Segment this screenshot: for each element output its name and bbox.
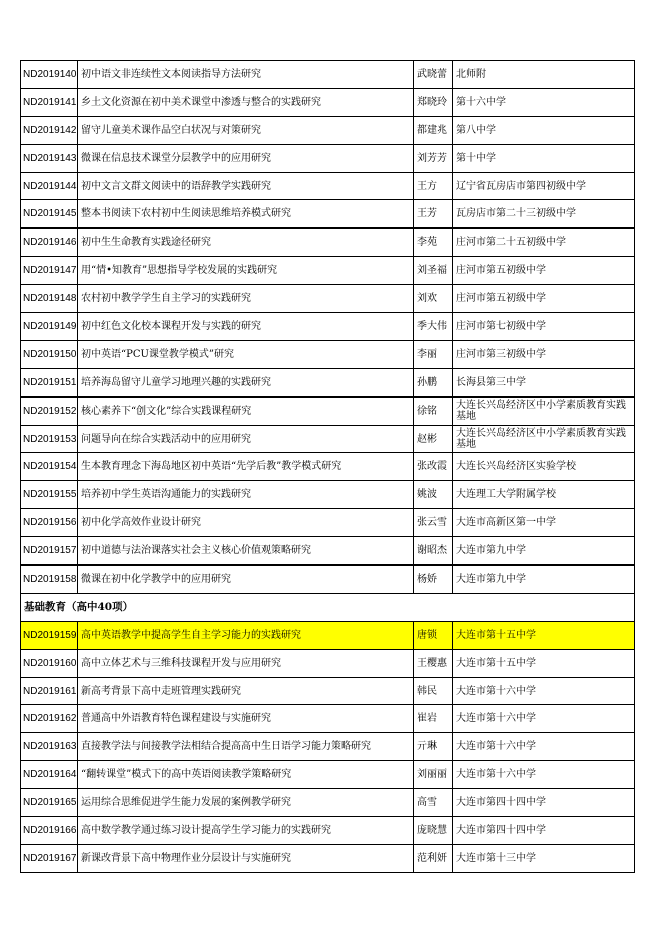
project-org-cell: 大连市第四十四中学: [453, 817, 635, 845]
table-row: [21, 705, 635, 733]
project-title-cell: 新高考背景下高中走班管理实践研究: [78, 677, 414, 705]
project-id-cell: ND2019141: [21, 88, 78, 116]
table-row: [21, 844, 635, 872]
project-org-cell: 大连市第十五中学: [453, 621, 635, 649]
project-title-cell: 微课在信息技术课堂分层教学中的应用研究: [78, 144, 414, 172]
project-id-cell: ND2019156: [21, 509, 78, 537]
project-leader-cell: 都建兆: [414, 116, 453, 144]
table-row: [21, 621, 635, 649]
project-org-cell: 大连市第四十四中学: [453, 789, 635, 817]
table-row: [21, 116, 635, 144]
project-id-cell: ND2019144: [21, 172, 78, 200]
project-title-cell: 留守儿童美术课作品空白状况与对策研究: [78, 116, 414, 144]
project-title-cell: 初中语文非连续性文本阅读指导方法研究: [78, 61, 414, 89]
project-leader-cell: 郑晓玲: [414, 88, 453, 116]
project-title-cell: 整本书阅读下农村初中生阅读思维培养模式研究: [78, 200, 414, 228]
table-row: [21, 200, 635, 228]
project-org-cell: 北师附: [453, 61, 635, 89]
project-org-cell: 大连市第十五中学: [453, 649, 635, 677]
project-leader-cell: 刘丽丽: [414, 761, 453, 789]
section-row-group: [21, 593, 635, 621]
project-org-cell: 大连市高新区第一中学: [453, 509, 635, 537]
project-leader-cell: 杨娇: [414, 565, 453, 593]
project-id-cell: ND2019150: [21, 340, 78, 368]
table-row: [21, 649, 635, 677]
section-title: 基础教育（高中40项）: [21, 593, 635, 621]
project-org-cell: 瓦房店市第二十三初级中学: [453, 200, 635, 228]
project-leader-cell: 刘芳芳: [414, 144, 453, 172]
project-org-cell: 庄河市第五初级中学: [453, 257, 635, 285]
table-row: [21, 789, 635, 817]
project-leader-cell: 刘圣福: [414, 257, 453, 285]
table-row: [21, 61, 635, 89]
project-org-cell: 庄河市第七初级中学: [453, 313, 635, 341]
project-title-cell: “翻转课堂”模式下的高中英语阅读教学策略研究: [78, 761, 414, 789]
table-row: [21, 537, 635, 565]
project-id-cell: ND2019149: [21, 313, 78, 341]
table-row: [21, 733, 635, 761]
project-id-cell: ND2019164: [21, 761, 78, 789]
project-title-cell: 初中道德与法治课落实社会主义核心价值观策略研究: [78, 537, 414, 565]
table-row: [21, 368, 635, 396]
project-org-cell: 第十中学: [453, 144, 635, 172]
table-row: [21, 565, 635, 593]
project-org-cell: 大连市第十三中学: [453, 844, 635, 872]
table-row: [21, 397, 635, 425]
project-title-cell: 乡土文化资源在初中美术课堂中渗透与整合的实践研究: [78, 88, 414, 116]
table-row: [21, 313, 635, 341]
project-org-cell: 长海县第三中学: [453, 368, 635, 396]
project-id-cell: ND2019166: [21, 817, 78, 845]
project-org-cell: 大连市第九中学: [453, 565, 635, 593]
table-row: [21, 88, 635, 116]
project-title-cell: 初中生生命教育实践途径研究: [78, 228, 414, 256]
project-title-cell: 培养海岛留守儿童学习地理兴趣的实践研究: [78, 368, 414, 396]
project-id-cell: ND2019147: [21, 257, 78, 285]
project-title-cell: 初中文言文群文阅读中的语辞教学实践研究: [78, 172, 414, 200]
project-title-cell: 问题导向在综合实践活动中的应用研究: [78, 425, 414, 453]
project-leader-cell: 庞晓慧: [414, 817, 453, 845]
project-org-cell: 第十六中学: [453, 88, 635, 116]
project-id-cell: ND2019160: [21, 649, 78, 677]
project-title-cell: 运用综合思维促进学生能力发展的案例教学研究: [78, 789, 414, 817]
table-row: [21, 144, 635, 172]
project-id-cell: ND2019158: [21, 565, 78, 593]
project-leader-cell: 王芳: [414, 200, 453, 228]
table-row: [21, 817, 635, 845]
project-id-cell: ND2019140: [21, 61, 78, 89]
project-id-cell: ND2019154: [21, 453, 78, 481]
project-id-cell: ND2019152: [21, 397, 78, 425]
project-id-cell: ND2019142: [21, 116, 78, 144]
project-leader-cell: 张改霞: [414, 453, 453, 481]
project-title-cell: 培养初中学生英语沟通能力的实践研究: [78, 481, 414, 509]
project-title-cell: 微课在初中化学教学中的应用研究: [78, 565, 414, 593]
project-leader-cell: 谢昭杰: [414, 537, 453, 565]
project-leader-cell: 王樱惠: [414, 649, 453, 677]
project-id-cell: ND2019159: [21, 621, 78, 649]
project-leader-cell: 范利妍: [414, 844, 453, 872]
table-row: [21, 228, 635, 256]
table-row: [21, 453, 635, 481]
table-row: [21, 257, 635, 285]
project-leader-cell: 高雪: [414, 789, 453, 817]
project-leader-cell: 季大伟: [414, 313, 453, 341]
project-id-cell: ND2019148: [21, 285, 78, 313]
project-id-cell: ND2019167: [21, 844, 78, 872]
table-row: [21, 761, 635, 789]
project-title-cell: 核心素养下“创文化”综合实践课程研究: [78, 397, 414, 425]
project-org-cell: 大连市第九中学: [453, 537, 635, 565]
project-org-cell: 大连长兴岛经济区实验学校: [453, 453, 635, 481]
project-title-cell: 初中英语“PCU课堂教学模式”研究: [78, 340, 414, 368]
project-id-cell: ND2019143: [21, 144, 78, 172]
project-id-cell: ND2019155: [21, 481, 78, 509]
table-row: [21, 425, 635, 453]
project-title-cell: 高中数学教学通过练习设计提高学生学习能力的实践研究: [78, 817, 414, 845]
project-id-cell: ND2019153: [21, 425, 78, 453]
project-org-cell: 大连长兴岛经济区中小学素质教育实践基地: [453, 397, 635, 425]
project-id-cell: ND2019151: [21, 368, 78, 396]
project-org-cell: 辽宁省瓦房店市第四初级中学: [453, 172, 635, 200]
project-id-cell: ND2019163: [21, 733, 78, 761]
project-org-cell: 第八中学: [453, 116, 635, 144]
project-title-cell: 初中化学高效作业设计研究: [78, 509, 414, 537]
project-leader-cell: 孙鹏: [414, 368, 453, 396]
project-leader-cell: 徐铭: [414, 397, 453, 425]
project-title-cell: 用“情•知教育”思想指导学校发展的实践研究: [78, 257, 414, 285]
project-title-cell: 农村初中教学学生自主学习的实践研究: [78, 285, 414, 313]
project-title-cell: 新课改背景下高中物理作业分层设计与实施研究: [78, 844, 414, 872]
project-leader-cell: 赵彬: [414, 425, 453, 453]
project-org-cell: 大连市第十六中学: [453, 761, 635, 789]
table-row: [21, 509, 635, 537]
project-title-cell: 高中立体艺术与三维科技课程开发与应用研究: [78, 649, 414, 677]
project-title-cell: 生本教育理念下海岛地区初中英语“先学后教”教学模式研究: [78, 453, 414, 481]
project-title-cell: 高中英语教学中提高学生自主学习能力的实践研究: [78, 621, 414, 649]
project-id-cell: ND2019162: [21, 705, 78, 733]
project-id-cell: ND2019146: [21, 228, 78, 256]
project-title-cell: 初中红色文化校本课程开发与实践的研究: [78, 313, 414, 341]
project-org-cell: 大连市第十六中学: [453, 733, 635, 761]
table-body-middle-school: [21, 61, 635, 594]
project-table: [20, 60, 635, 873]
project-org-cell: 大连长兴岛经济区中小学素质教育实践基地: [453, 425, 635, 453]
project-leader-cell: 李丽: [414, 340, 453, 368]
project-leader-cell: 张云雪: [414, 509, 453, 537]
project-leader-cell: 唐锁: [414, 621, 453, 649]
project-leader-cell: 武晓蕾: [414, 61, 453, 89]
project-org-cell: 大连理工大学附属学校: [453, 481, 635, 509]
project-leader-cell: 韩民: [414, 677, 453, 705]
project-leader-cell: 刘欢: [414, 285, 453, 313]
project-org-cell: 大连市第十六中学: [453, 705, 635, 733]
table-row: [21, 481, 635, 509]
project-org-cell: 大连市第十六中学: [453, 677, 635, 705]
table-body-high-school: [21, 621, 635, 872]
project-leader-cell: 王方: [414, 172, 453, 200]
project-org-cell: 庄河市第三初级中学: [453, 340, 635, 368]
section-header-row: [21, 593, 635, 621]
project-id-cell: ND2019165: [21, 789, 78, 817]
project-leader-cell: 崔岩: [414, 705, 453, 733]
project-leader-cell: 李苑: [414, 228, 453, 256]
project-org-cell: 庄河市第五初级中学: [453, 285, 635, 313]
project-title-cell: 普通高中外语教育特色课程建设与实施研究: [78, 705, 414, 733]
project-leader-cell: 亓琳: [414, 733, 453, 761]
project-leader-cell: 姚波: [414, 481, 453, 509]
table-row: [21, 677, 635, 705]
table-row: [21, 172, 635, 200]
table-row: [21, 285, 635, 313]
project-org-cell: 庄河市第二十五初级中学: [453, 228, 635, 256]
project-id-cell: ND2019157: [21, 537, 78, 565]
project-id-cell: ND2019161: [21, 677, 78, 705]
table-row: [21, 340, 635, 368]
project-title-cell: 直接教学法与间接教学法相结合提高高中生日语学习能力策略研究: [78, 733, 414, 761]
project-id-cell: ND2019145: [21, 200, 78, 228]
